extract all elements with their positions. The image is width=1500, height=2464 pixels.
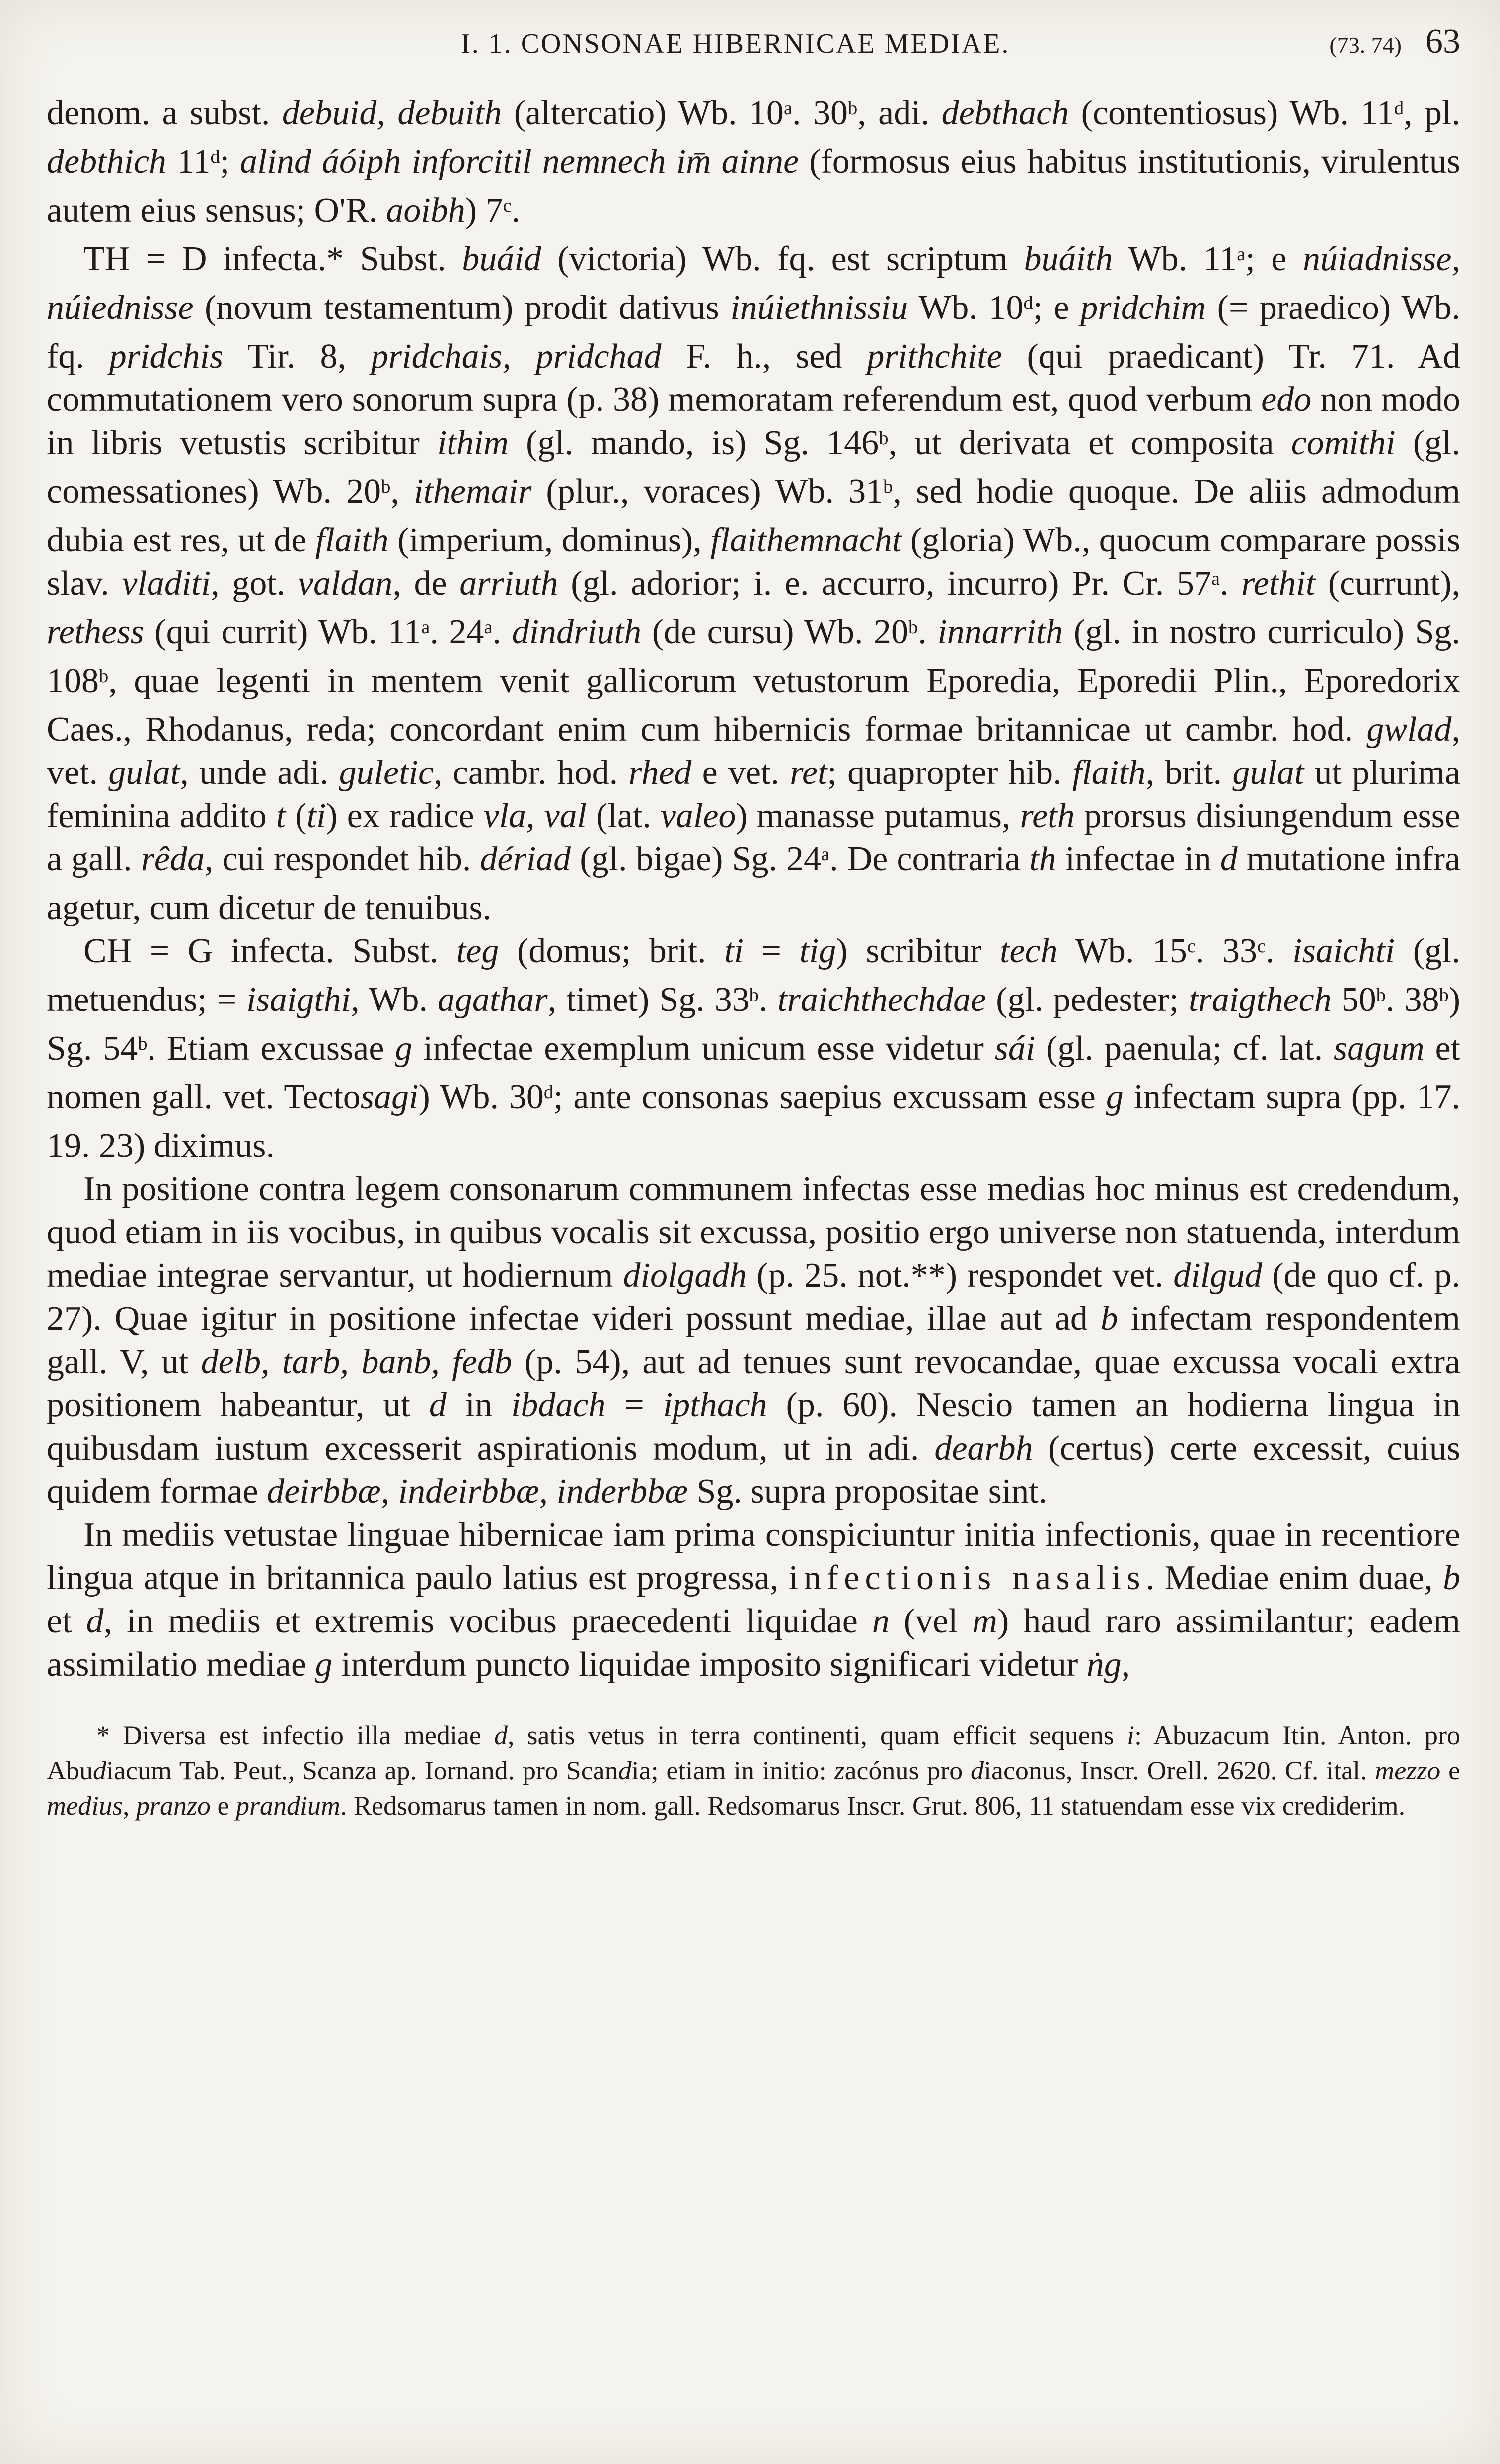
page-number: 63 [1425,22,1460,61]
folio-reference: (73. 74) [1329,32,1402,58]
page-header [47,22,1460,62]
running-title: I. 1. CONSONAE HIBERNICAE MEDIAE. [461,28,1010,59]
footnote-text: * Diversa est infectio illa mediae d, satis vetus in terra continenti, quam efficit sequens i: Abuzacum Itin. Anton. pro Abudiacum Tab. Peut., Scanza ap. Iornand. pro Scandia; etiam in initio: zacónus pro diaconus, Inscr. Orell. 2620. Cf. ital. mezzo e medius, pranzo e prandium. Redsomarus tamen in nom. gall. Redsomarus Inscr. Grut. 806, 11 statuendam esse vix crediderim. [47,1720,1460,1821]
text-block [47,91,1460,1686]
paragraph: In positione contra legem consonarum communem infectas esse medias hoc minus est credendum, quod etiam in iis vocibus, in quibus vocalis sit excussa, positio ergo universe non statuenda, interdum mediae integrae servantur, ut hodiernum diolgadh (p. 25. not.**) respondet vet. dilgud (de quo cf. p. 27). Quae igitur in positione infectae videri possunt mediae, illae aut ad b infectam respondentem gall. V, ut delb, tarb, banb, fedb (p. 54), aut ad tenues sunt revocandae, quae excussa vocali extra positionem habeantur, ut d in ibdach = ipthach (p. 60). Nescio tamen an hodierna lingua in quibusdam iustum excesserit aspirationis modum, ut in adi. dearbh (certus) certe excessit, cuius quidem formae deirbbæ, indeirbbæ, inderbbæ Sg. supra propositae sint. [47,1170,1461,1511]
header-right [1010,22,1460,62]
paragraph: In mediis vetustae linguae hibernicae iam prima conspiciuntur initia infectionis, quae in recentiore lingua atque in britannica paulo latius est progressa, infectionis nasalis. Mediae enim duae, b et d, in mediis et extremis vocibus praecedenti liquidae n (vel m) haud raro assimilantur; eadem assimilatio mediae g interdum puncto liquidae imposito significari videtur ṅg, [47,1516,1460,1684]
footnote-area [47,1718,1460,1824]
paragraph: CH = G infecta. Subst. teg (domus; brit. ti = tig) scribitur tech Wb. 15$^c$. 33$^c$. isaichti (gl. metuendus; = isaigthi, Wb. agathar, timet) Sg. 33$^b$. traichthechdae (gl. pedester; traigthech 50$^b$. 38$^b$) Sg. 54$^b$. Etiam excussae g infectae exemplum unicum esse videtur sái (gl. paenula; cf. lat. sagum et nomen gall. vet. Tectosagi) Wb. 30$^d$; ante consonas saepius excussam esse g infectam supra (pp. 17. 19. 23) diximus. [47,932,1461,1165]
paragraph: denom. a subst. debuid, debuith (altercatio) Wb. 10$^a$. 30$^b$, adi. debthach (contentiosus) Wb. 11$^d$, pl. debthich 11$^d$; alind áóiph inforcitil nemnech im̄ ainne (formosus eius habitus institutionis, virulentus autem eius sensus; O'R. aoibh) 7$^c$. [47,94,1461,230]
paragraph: TH = D infecta.* Subst. buáid (victoria) Wb. fq. est scriptum buáith Wb. 11$^a$; e núiadnisse, núiednisse (novum testamentum) prodit dativus inúiethnissiu Wb. 10$^d$; e pridchim (= praedico) Wb. fq. pridchis Tir. 8, pridchais, pridchad F. h., sed prithchite (qui praedicant) Tr. 71. Ad commutationem vero sonorum supra (p. 38) memoratam referendum est, quod verbum edo non modo in libris vetustis scribitur ithim (gl. mando, is) Sg. 146$^b$, ut derivata et composita comithi (gl. comessationes) Wb. 20$^b$, ithemair (plur., voraces) Wb. 31$^b$, sed hodie quoque. De aliis admodum dubia est res, ut de flaith (imperium, dominus), flaithemnacht (gloria) Wb., quocum comparare possis slav. vladiti, got. valdan, de arriuth (gl. adorior; i. e. accurro, incurro) Pr. Cr. 57$^a$. rethit (currunt), rethess (qui currit) Wb. 11$^a$. 24$^a$. dindriuth (de cursu) Wb. 20$^b$. innarrith (gl. in nostro curriculo) Sg. 108$^b$, quae legenti in mentem venit gallicorum vetustorum Eporedia, Eporedii Plin., Eporedorix Caes., Rhodanus, reda; concordant enim cum hibernicis formae britannicae ut cambr. hod. gwlad, vet. gulat, unde adi. guletic, cambr. hod. rhed e vet. ret; quapropter hib. flaith, brit. gulat ut plurima feminina addito t (ti) ex radice vla, val (lat. valeo) manasse putamus, reth prorsus disiungendum esse a gall. rêda, cui respondet hib. dériad (gl. bigae) Sg. 24$^a$. De contraria th infectae in d mutatione infra agetur, cum dicetur de tenuibus. [47,240,1461,927]
